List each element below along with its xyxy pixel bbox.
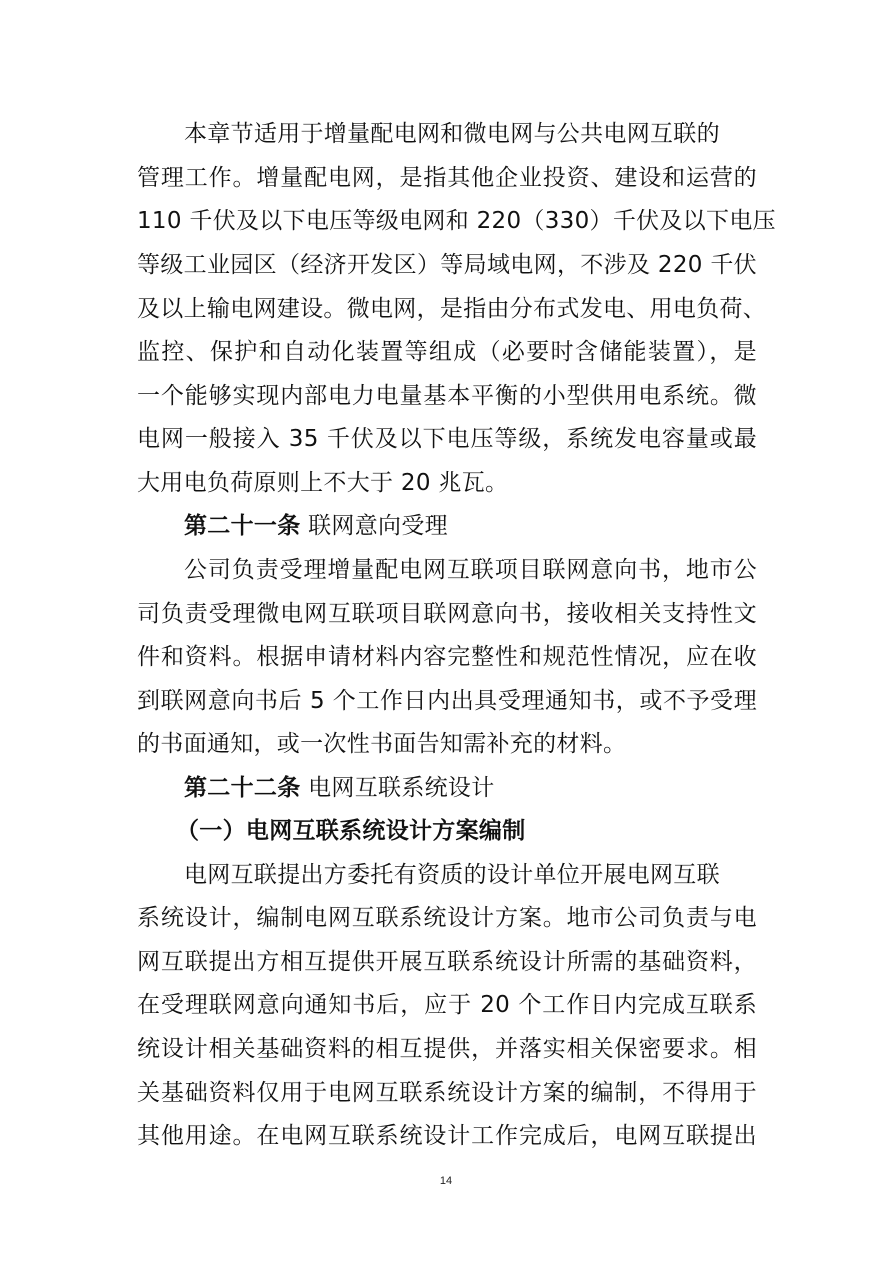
paragraph-1-line-9: 大用电负荷原则上不大于 20 兆瓦。: [137, 470, 509, 496]
paragraph-1-line-8: 电网一般接入 35 千伏及以下电压等级，系统发电容量或最: [137, 426, 757, 452]
paragraph-1-line-5: 及以上输电网建设。微电网，是指由分布式发电、用电负荷、: [137, 296, 767, 322]
paragraph-2-line-1: 公司负责受理增量配电网互联项目联网意向书，地市公: [184, 557, 757, 583]
paragraph-1-line-6: 监控、保护和自动化装置等组成（必要时含储能装置），是: [137, 339, 757, 365]
paragraph-3-line-7: 其他用途。在电网互联系统设计工作完成后，电网互联提出: [137, 1123, 757, 1149]
article-22-label: 第二十二条: [184, 775, 301, 801]
paragraph-3-line-5: 统设计相关基础资料的相互提供，并落实相关保密要求。相: [137, 1036, 757, 1062]
article-21-label: 第二十一条: [184, 513, 301, 539]
paragraph-1-line-4: 等级工业园区（经济开发区）等局域电网，不涉及 220 千伏: [137, 252, 757, 278]
article-22-heading: [184, 773, 757, 803]
paragraph-3-line-1: 电网互联提出方委托有资质的设计单位开展电网互联: [184, 862, 720, 888]
article-22-title: 电网互联系统设计: [308, 775, 495, 801]
section-subheading: （一）电网互联系统设计方案编制: [176, 818, 526, 844]
paragraph-2-line-4: 到联网意向书后 5 个工作日内出具受理通知书，或不予受理: [137, 688, 757, 714]
paragraph-1-line-2: 管理工作。增量配电网，是指其他企业投资、建设和运营的: [137, 165, 757, 191]
paragraph-2-line-5: 的书面通知，或一次性书面告知需补充的材料。: [137, 731, 627, 757]
paragraph-1-line-7: 一个能够实现内部电力电量基本平衡的小型供用电系统。微: [137, 383, 757, 409]
paragraph-2-line-3: 件和资料。根据申请材料内容完整性和规范性情况，应在收: [137, 644, 757, 670]
paragraph-3-line-3: 网互联提出方相互提供开展互联系统设计所需的基础资料，: [137, 949, 757, 975]
page-number: 14: [439, 1175, 453, 1187]
paragraph-2-line-2: 司负责受理微电网互联项目联网意向书，接收相关支持性文: [137, 601, 757, 627]
article-21-heading: [184, 511, 757, 541]
paragraph-3-line-4: 在受理联网意向通知书后，应于 20 个工作日内完成互联系: [137, 992, 757, 1018]
paragraph-1-line-3: 110 千伏及以下电压等级电网和 220（330）千伏及以下电压: [137, 208, 776, 234]
paragraph-3-line-2: 系统设计，编制电网互联系统设计方案。地市公司负责与电: [137, 905, 757, 931]
paragraph-1-line-1: 本章节适用于增量配电网和微电网与公共电网互联的: [184, 121, 720, 147]
article-21-title: 联网意向受理: [308, 513, 448, 539]
paragraph-3-line-6: 关基础资料仅用于电网互联系统设计方案的编制，不得用于: [137, 1080, 757, 1106]
